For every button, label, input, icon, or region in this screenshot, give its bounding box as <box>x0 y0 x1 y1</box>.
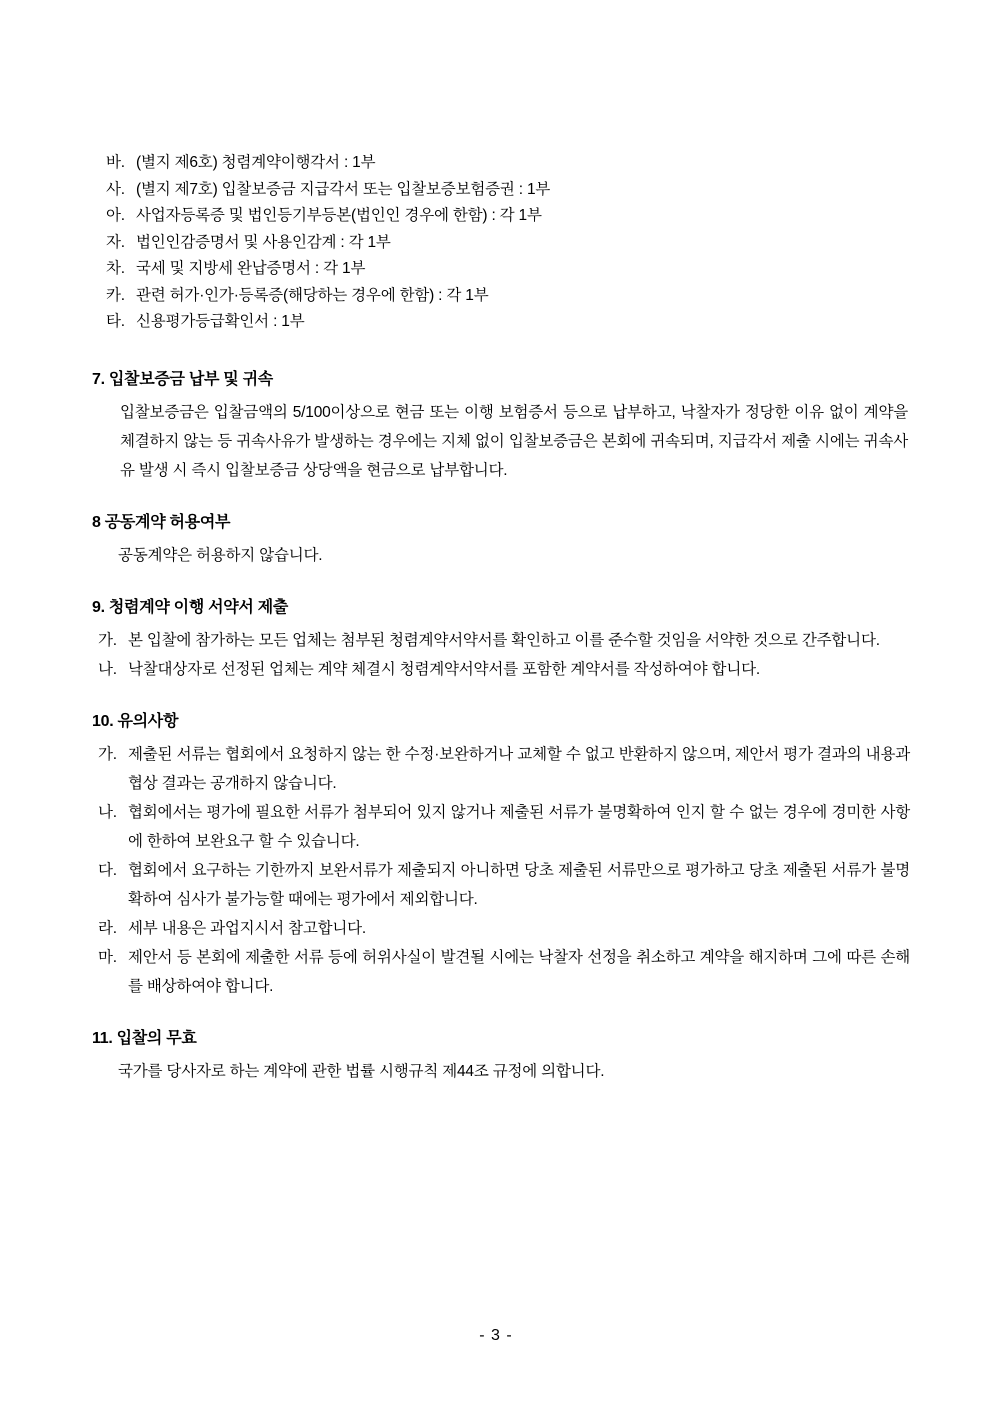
list-item <box>106 283 914 310</box>
list-item-marker: 차. <box>106 260 125 277</box>
section-title: 11. 입찰의 무효 <box>92 1029 197 1047</box>
list-item-text: 신용평가등급확인서 : 1부 <box>136 313 305 330</box>
list-item-text: 제안서 등 본회에 제출한 서류 등에 허위사실이 발견될 시에는 낙찰자 선정을 취소하고 계약을 해지하며 그에 따른 손해를 배상하여야 합니다. <box>128 948 910 995</box>
list-item-text: 본 입찰에 참가하는 모든 업체는 첨부된 청렴계약서약서를 확인하고 이를 준수할 것임을 서약한 것으로 간주합니다. <box>128 631 880 649</box>
list-item-marker: 자. <box>106 233 125 251</box>
section-title: 9. 청렴계약 이행 서약서 제출 <box>92 598 289 616</box>
list-item-text: 관련 허가·인가·등록증(해당하는 경우에 한함) : 각 1부 <box>136 286 489 304</box>
list-item-text: 법인인감증명서 및 사용인감계 : 각 1부 <box>136 233 391 251</box>
list-item <box>98 943 914 1001</box>
list-item <box>106 150 914 177</box>
list-item-text: (별지 제6호) 청렴계약이행각서 : 1부 <box>136 154 376 171</box>
section-paragraph: 공동계약은 허용하지 않습니다. <box>118 546 323 564</box>
list-item <box>106 309 914 336</box>
section-integrity-pledge <box>92 596 914 684</box>
sub-item-list <box>98 626 914 684</box>
list-item-text: 낙찰대상자로 선정된 업체는 계약 체결시 청렴계약서약서를 포함한 계약서를 작성하여야 합니다. <box>128 660 760 678</box>
section-paragraph: 입찰보증금은 입찰금액의 5/100이상으로 현금 또는 이행 보험증서 등으로 납부하고, 낙찰자가 정당한 이유 없이 계약을 체결하지 않는 등 귀속사유가 발생하는 경우에는 지체 없이 입찰보증금은 본회에 귀속되며, 지급각서 제출 시에는 귀속사유 발생 시 즉시 입찰보증금 상당액을 현금으로 납부합니다. <box>120 403 908 479</box>
list-item <box>98 655 914 684</box>
list-item-text: 협회에서 요구하는 기한까지 보완서류가 제출되지 아니하면 당초 제출된 서류만으로 평가하고 당초 제출된 서류가 불명확하여 심사가 불가능할 때에는 평가에서 제외합니다. <box>128 861 910 908</box>
section-invalid-bid <box>92 1027 914 1086</box>
list-item <box>106 230 914 257</box>
list-item-marker: 카. <box>106 286 125 304</box>
list-item-marker: 가. <box>98 631 117 649</box>
attachment-item-list <box>106 150 914 336</box>
section-title: 8 공동계약 허용여부 <box>92 513 231 531</box>
list-item <box>98 798 914 856</box>
list-item <box>98 856 914 914</box>
list-item-text: (별지 제7호) 입찰보증금 지급각서 또는 입찰보증보험증권 : 1부 <box>136 180 551 198</box>
list-item-text: 협회에서는 평가에 필요한 서류가 첨부되어 있지 않거나 제출된 서류가 불명확하여 인지 할 수 없는 경우에 경미한 사항에 한하여 보완요구 할 수 있습니다. <box>128 803 910 850</box>
list-item-marker: 바. <box>106 154 125 171</box>
list-item-text: 세부 내용은 과업지시서 참고합니다. <box>128 919 367 937</box>
page-number: - 3 - <box>479 1327 513 1344</box>
list-item-text: 제출된 서류는 협회에서 요청하지 않는 한 수정·보완하거나 교체할 수 없고 반환하지 않으며, 제안서 평가 결과의 내용과 협상 결과는 공개하지 않습니다. <box>128 745 910 792</box>
list-item <box>106 177 914 204</box>
list-item <box>98 914 914 943</box>
list-item-marker: 다. <box>98 861 117 879</box>
section-title: 10. 유의사항 <box>92 712 179 730</box>
list-item-marker: 아. <box>106 207 125 224</box>
list-item <box>98 740 914 798</box>
list-item <box>106 256 914 283</box>
list-item-marker: 가. <box>98 745 117 763</box>
list-item <box>106 203 914 230</box>
list-item-marker: 나. <box>98 660 117 678</box>
list-item-marker: 마. <box>98 948 117 966</box>
list-item <box>98 626 914 655</box>
section-joint-contract <box>92 511 914 570</box>
section-paragraph: 국가를 당사자로 하는 계약에 관한 법률 시행규칙 제44조 규정에 의합니다. <box>118 1062 605 1080</box>
list-item-marker: 라. <box>98 919 117 937</box>
list-item-marker: 타. <box>106 313 125 330</box>
list-item-text: 국세 및 지방세 완납증명서 : 각 1부 <box>136 260 366 277</box>
section-notes <box>92 710 914 1001</box>
section-bid-bond <box>92 368 914 485</box>
list-item-marker: 나. <box>98 803 117 821</box>
sub-item-list <box>98 740 914 1001</box>
list-item-text: 사업자등록증 및 법인등기부등본(법인인 경우에 한함) : 각 1부 <box>136 207 542 224</box>
section-title: 7. 입찰보증금 납부 및 귀속 <box>92 370 273 388</box>
list-item-marker: 사. <box>106 180 125 198</box>
